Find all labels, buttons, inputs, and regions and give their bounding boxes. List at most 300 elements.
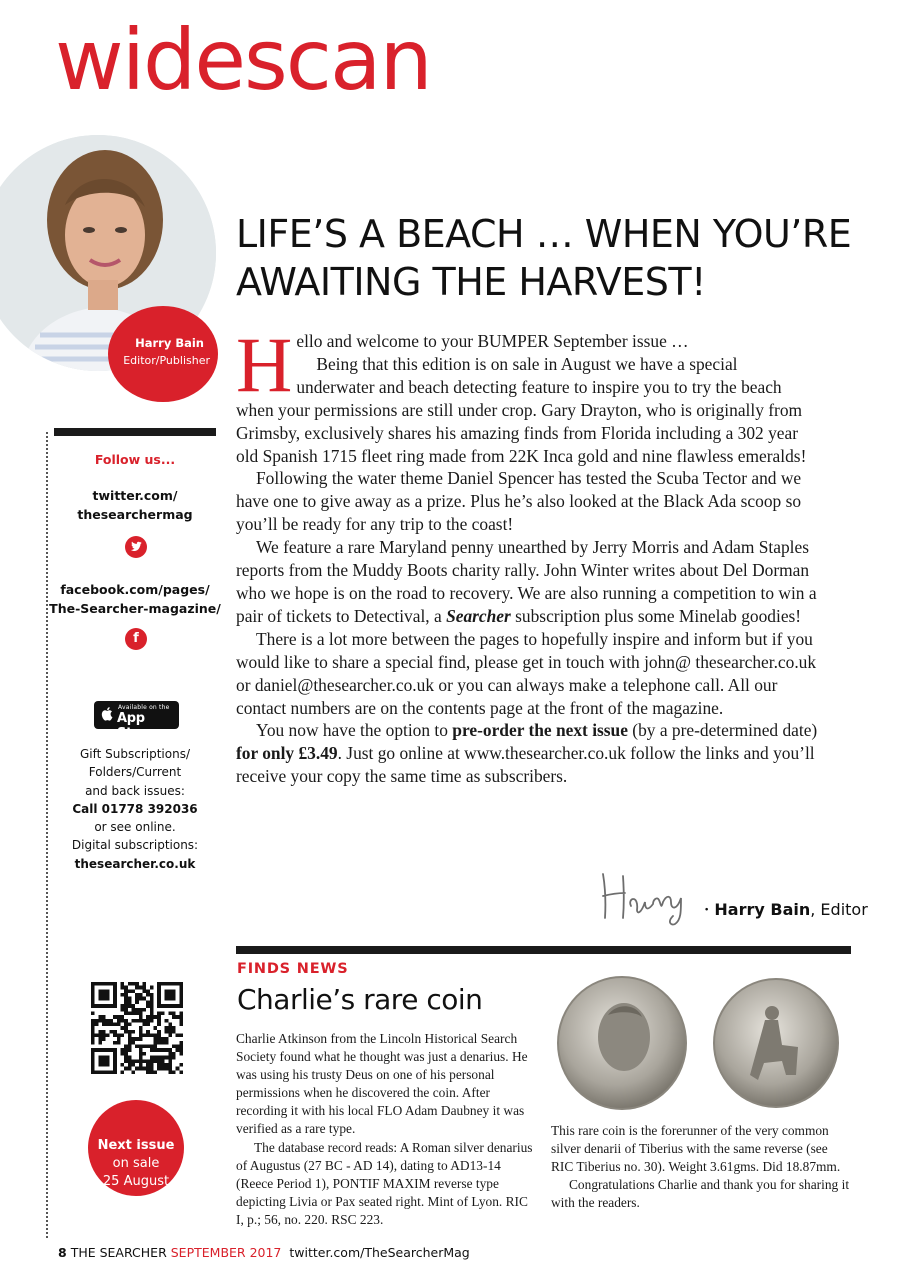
- qr-module: [143, 1067, 147, 1071]
- qr-module: [135, 1067, 139, 1071]
- qr-module: [91, 1030, 95, 1034]
- qr-module: [161, 1041, 165, 1045]
- qr-module: [179, 1048, 183, 1052]
- qr-module: [120, 1048, 124, 1052]
- qr-module: [143, 1045, 147, 1049]
- qr-module: [179, 1045, 183, 1049]
- page-footer: [58, 1245, 470, 1260]
- follow-us-label: Follow us...: [94, 452, 176, 467]
- qr-module: [179, 1034, 183, 1038]
- qr-module: [91, 1034, 95, 1038]
- qr-module: [124, 986, 128, 990]
- letter-paragraph: There is a lot more between the pages to hopefully inspire and inform but if you would like to share a special find, please get in touch with john@ thesearcher.co.uk or daniel@thesearcher.co.uk or you can always make a telephone call. All our contact numbers are on the contents page at the front of the magazine.: [236, 628, 817, 718]
- qr-module: [131, 1019, 135, 1023]
- qr-module: [131, 1041, 135, 1045]
- apple-icon: [101, 706, 113, 721]
- qr-module: [154, 1034, 158, 1038]
- qr-module: [135, 1037, 139, 1041]
- editorial-headline: [236, 210, 876, 306]
- qr-module: [120, 1004, 124, 1008]
- letter-text: subscription plus some Minelab goodies!: [510, 605, 802, 626]
- footer-issue: SEPTEMBER 2017: [170, 1245, 282, 1260]
- qr-module: [146, 989, 150, 993]
- qr-module: [124, 989, 128, 993]
- signature-line: [704, 900, 868, 919]
- qr-module: [172, 1052, 176, 1056]
- qr-module: [143, 1052, 147, 1056]
- page-number: 8: [58, 1245, 67, 1260]
- qr-module: [139, 1011, 143, 1015]
- qr-module: [139, 1059, 143, 1063]
- app-store-badge[interactable]: [94, 701, 179, 741]
- qr-module: [135, 986, 139, 990]
- qr-module: [95, 1034, 99, 1038]
- qr-module: [168, 1022, 172, 1026]
- signature-image: [597, 866, 697, 926]
- letter-text: We feature a rare Maryland penny unearthed by Jerry Morris and Adam Staples reports from the Muddy Boots charity rally. John Winter writes about Del Dorman who we hope is on the road to recovery. We are also running a competition to win a pair of tickets to Detectival, a: [236, 537, 817, 626]
- qr-module: [176, 1034, 180, 1038]
- qr-module: [124, 1059, 128, 1063]
- qr-finder: [98, 989, 109, 1000]
- headline-line-2: AWAITING THE HARVEST!: [236, 260, 706, 304]
- qr-module: [150, 993, 154, 997]
- letter-text: You now have the option to: [256, 720, 453, 741]
- qr-module: [150, 1004, 154, 1008]
- qr-module: [161, 1048, 165, 1052]
- qr-module: [113, 1030, 117, 1034]
- editor-badge: [108, 306, 218, 402]
- qr-module: [124, 1067, 128, 1071]
- qr-module: [146, 1019, 150, 1023]
- qr-module: [124, 1045, 128, 1049]
- letter-emphasis: for only £3.49: [236, 743, 338, 764]
- subs-line: Digital subscriptions:: [71, 838, 199, 853]
- qr-module: [139, 1067, 143, 1071]
- qr-module: [172, 1011, 176, 1015]
- qr-module: [157, 1059, 161, 1063]
- qr-module: [139, 1008, 143, 1012]
- qr-module: [135, 997, 139, 1001]
- finds-title: Charlie’s rare coin: [237, 983, 483, 1016]
- qr-module: [161, 1011, 165, 1015]
- qr-module: [135, 1000, 139, 1004]
- qr-module: [139, 1037, 143, 1041]
- qr-module: [168, 1056, 172, 1060]
- signature-bullet: •: [704, 905, 710, 916]
- qr-module: [135, 1011, 139, 1015]
- qr-module: [157, 1037, 161, 1041]
- qr-module: [161, 1037, 165, 1041]
- qr-module: [157, 1048, 161, 1052]
- qr-module: [128, 1037, 132, 1041]
- sidebar-dotted-rule: [46, 432, 48, 1238]
- qr-module: [146, 1004, 150, 1008]
- qr-module: [146, 1045, 150, 1049]
- qr-module: [150, 1070, 154, 1074]
- headline-line-1: LIFE’S A BEACH … WHEN YOU’RE: [236, 212, 852, 256]
- qr-module: [165, 1048, 169, 1052]
- qr-module: [124, 1056, 128, 1060]
- qr-module: [146, 1059, 150, 1063]
- qr-module: [124, 1008, 128, 1012]
- qr-module: [139, 1048, 143, 1052]
- signature-name: Harry Bain: [714, 900, 811, 919]
- qr-module: [168, 1070, 172, 1074]
- qr-module: [161, 1067, 165, 1071]
- finds-news-label: FINDS NEWS: [237, 961, 349, 977]
- qr-module: [135, 1059, 139, 1063]
- qr-module: [157, 1063, 161, 1067]
- letter-paragraph: Following the water theme Daniel Spencer has tested the Scuba Tector and we have one to give away as a prize. Plus he’s also looked at the Black Ada scoop so you’ll be ready for any trip to the coast!: [236, 468, 802, 535]
- letter-text: ello and welcome to your BUMPER September issue …: [296, 331, 689, 351]
- qr-module: [128, 989, 132, 993]
- qr-module: [157, 1034, 161, 1038]
- app-store-small-label: Available on the: [118, 704, 170, 711]
- finds-column-1: [236, 1030, 534, 1229]
- qr-module: [98, 1019, 102, 1023]
- qr-module: [157, 1056, 161, 1060]
- editor-role: Editor/Publisher: [123, 354, 210, 367]
- finds-caption: This rare coin is the forerunner of the very common silver denarii of Tiberius with the same reverse (see RIC Tiberius no. 30). Weight 3.61gms. Did 18.87mm.: [551, 1123, 841, 1175]
- qr-module: [165, 1041, 169, 1045]
- qr-module: [146, 1063, 150, 1067]
- qr-module: [139, 1030, 143, 1034]
- qr-module: [117, 1037, 121, 1041]
- qr-module: [179, 1015, 183, 1019]
- qr-module: [176, 1045, 180, 1049]
- qr-module: [143, 1034, 147, 1038]
- qr-module: [113, 1034, 117, 1038]
- qr-module: [128, 1048, 132, 1052]
- qr-module: [161, 1056, 165, 1060]
- qr-module: [143, 982, 147, 986]
- qr-module: [120, 993, 124, 997]
- twitter-icon[interactable]: [125, 536, 147, 558]
- qr-module: [120, 986, 124, 990]
- twitter-link-line: thesearchermag: [77, 507, 193, 522]
- qr-module: [165, 1030, 169, 1034]
- qr-module: [139, 1056, 143, 1060]
- qr-module: [172, 1070, 176, 1074]
- qr-module: [150, 997, 154, 1001]
- facebook-icon[interactable]: f: [125, 628, 147, 650]
- qr-finder: [98, 1056, 109, 1067]
- qr-module: [98, 1034, 102, 1038]
- qr-module: [146, 1030, 150, 1034]
- qr-module: [113, 1015, 117, 1019]
- qr-module: [161, 1059, 165, 1063]
- qr-module: [143, 1008, 147, 1012]
- qr-module: [124, 1000, 128, 1004]
- qr-finder: [165, 989, 176, 1000]
- qr-module: [124, 1052, 128, 1056]
- qr-module: [128, 982, 132, 986]
- qr-module: [120, 1026, 124, 1030]
- qr-module: [95, 1019, 99, 1023]
- qr-module: [102, 1037, 106, 1041]
- qr-module: [154, 1026, 158, 1030]
- qr-module: [150, 1067, 154, 1071]
- qr-module: [120, 982, 124, 986]
- qr-module: [150, 1048, 154, 1052]
- qr-module: [131, 1008, 135, 1012]
- subscriptions-info: [54, 745, 216, 873]
- qr-module: [154, 1056, 158, 1060]
- qr-module: [124, 1004, 128, 1008]
- qr-module: [124, 1048, 128, 1052]
- qr-code[interactable]: [91, 982, 183, 1074]
- qr-module: [179, 1019, 183, 1023]
- qr-module: [120, 1034, 124, 1038]
- qr-module: [139, 1026, 143, 1030]
- qr-module: [131, 1004, 135, 1008]
- qr-module: [120, 1015, 124, 1019]
- qr-module: [179, 1063, 183, 1067]
- qr-module: [150, 986, 154, 990]
- qr-module: [146, 1070, 150, 1074]
- signature-title: , Editor: [810, 900, 868, 919]
- letter-text: . Just go online at www.thesearcher.co.uk follow the links and you’ll receive your copy the same time as subscribers.: [236, 743, 815, 787]
- magazine-name: Searcher: [446, 605, 511, 626]
- qr-module: [150, 1015, 154, 1019]
- qr-module: [131, 1030, 135, 1034]
- qr-module: [109, 1030, 113, 1034]
- qr-module: [168, 1030, 172, 1034]
- finds-paragraph: The database record reads: A Roman silver denarius of Augustus (27 BC - AD 14), dating to AD13-14 (Reece Period 1), PONTIF MAXIM reverse type depicting Livia or Pax seated right. Mint of Lyon. RIC I, p.; 56, no. 220. RSC 223.: [236, 1139, 533, 1227]
- qr-module: [131, 1070, 135, 1074]
- qr-module: [161, 1063, 165, 1067]
- qr-module: [91, 1026, 95, 1030]
- qr-module: [120, 1008, 124, 1012]
- qr-module: [135, 982, 139, 986]
- qr-module: [165, 1026, 169, 1030]
- qr-module: [154, 1048, 158, 1052]
- qr-module: [150, 1000, 154, 1004]
- editor-name: Harry Bain: [135, 336, 204, 350]
- qr-module: [143, 1059, 147, 1063]
- qr-module: [102, 1019, 106, 1023]
- qr-module: [154, 1041, 158, 1045]
- qr-module: [124, 1019, 128, 1023]
- qr-module: [139, 1034, 143, 1038]
- letter-paragraph: [236, 536, 820, 628]
- qr-module: [165, 1019, 169, 1023]
- qr-module: [139, 1045, 143, 1049]
- editorial-body: [236, 321, 820, 788]
- subs-line: Gift Subscriptions/: [79, 747, 191, 761]
- qr-module: [176, 1048, 180, 1052]
- coin-photo: [550, 975, 850, 1115]
- qr-module: [128, 1059, 132, 1063]
- qr-module: [124, 1011, 128, 1015]
- qr-module: [113, 1041, 117, 1045]
- qr-module: [150, 1019, 154, 1023]
- drop-cap: H: [236, 321, 293, 408]
- qr-module: [146, 1034, 150, 1038]
- qr-module: [157, 1067, 161, 1071]
- qr-module: [139, 1019, 143, 1023]
- twitter-link-line: twitter.com/: [92, 488, 178, 503]
- qr-module: [124, 997, 128, 1001]
- letter-paragraph: Being that this edition is on sale in August we have a special underwater and beach detecting feature to inspire you to try the beach when your permissions are still under crop. Gary Drayton, who is originally from Grimsby, exclusively shares his amazing finds from Florida including a 302 year old Spanish 1715 fleet ring made from 22K Inca gold and nine flawless emeralds!: [236, 353, 807, 466]
- qr-module: [146, 1067, 150, 1071]
- qr-module: [157, 1015, 161, 1019]
- qr-module: [143, 1022, 147, 1026]
- qr-module: [91, 1041, 95, 1045]
- qr-module: [128, 1041, 132, 1045]
- qr-module: [179, 1041, 183, 1045]
- coin-image: [550, 975, 850, 1115]
- qr-module: [150, 1011, 154, 1015]
- qr-module: [91, 1037, 95, 1041]
- qr-module: [168, 1067, 172, 1071]
- qr-module: [91, 1011, 95, 1015]
- qr-module: [128, 997, 132, 1001]
- qr-module: [150, 1063, 154, 1067]
- subs-phone: Call 01778 392036: [72, 801, 198, 816]
- qr-module: [139, 997, 143, 1001]
- qr-module: [131, 1063, 135, 1067]
- qr-module: [179, 1070, 183, 1074]
- letter-paragraph: [236, 321, 820, 408]
- qr-module: [143, 997, 147, 1001]
- qr-module: [172, 1056, 176, 1060]
- letter-paragraph: [236, 719, 820, 788]
- qr-module: [128, 1045, 132, 1049]
- subs-website[interactable]: thesearcher.co.uk: [74, 856, 196, 871]
- finds-column-2: [551, 1122, 851, 1212]
- qr-module: [128, 1004, 132, 1008]
- qr-module: [154, 1059, 158, 1063]
- twitter-link[interactable]: [45, 486, 225, 524]
- qr-module: [146, 1022, 150, 1026]
- qr-module: [102, 1034, 106, 1038]
- qr-module: [165, 1037, 169, 1041]
- qr-module: [143, 989, 147, 993]
- qr-module: [154, 1070, 158, 1074]
- qr-module: [98, 1041, 102, 1045]
- qr-module: [102, 1022, 106, 1026]
- qr-module: [131, 982, 135, 986]
- qr-module: [135, 1019, 139, 1023]
- finds-top-rule: [236, 946, 851, 954]
- qr-module: [176, 1015, 180, 1019]
- qr-module: [106, 1034, 110, 1038]
- qr-module: [131, 989, 135, 993]
- qr-module: [95, 1022, 99, 1026]
- qr-module: [120, 1052, 124, 1056]
- qr-module: [157, 1041, 161, 1045]
- qr-module: [106, 1022, 110, 1026]
- qr-module: [128, 1067, 132, 1071]
- qr-module: [109, 1022, 113, 1026]
- qr-module: [139, 1015, 143, 1019]
- qr-module: [172, 1045, 176, 1049]
- qr-module: [168, 1052, 172, 1056]
- qr-code-image: [91, 982, 183, 1074]
- qr-module: [124, 1030, 128, 1034]
- qr-module: [117, 1019, 121, 1023]
- qr-module: [102, 1030, 106, 1034]
- sidebar-top-rule: [54, 428, 216, 436]
- qr-module: [150, 1034, 154, 1038]
- facebook-link-line: facebook.com/pages/: [60, 582, 210, 597]
- facebook-link[interactable]: [45, 580, 225, 618]
- qr-module: [165, 1063, 169, 1067]
- qr-module: [154, 1037, 158, 1041]
- signature: [597, 866, 697, 926]
- footer-twitter[interactable]: twitter.com/TheSearcherMag: [289, 1245, 470, 1260]
- qr-module: [128, 1000, 132, 1004]
- next-issue-badge: [88, 1100, 184, 1196]
- qr-module: [176, 1067, 180, 1071]
- facebook-link-line: The-Searcher-magazine/: [49, 601, 221, 616]
- qr-module: [146, 993, 150, 997]
- qr-module: [179, 1022, 183, 1026]
- qr-module: [146, 1000, 150, 1004]
- qr-module: [113, 1022, 117, 1026]
- qr-module: [157, 1019, 161, 1023]
- qr-module: [117, 1022, 121, 1026]
- qr-module: [165, 1056, 169, 1060]
- qr-module: [154, 1045, 158, 1049]
- qr-module: [128, 1034, 132, 1038]
- qr-module: [165, 1067, 169, 1071]
- qr-module: [135, 1008, 139, 1012]
- qr-module: [128, 1011, 132, 1015]
- qr-module: [117, 1034, 121, 1038]
- qr-module: [157, 1022, 161, 1026]
- app-store-label: App Store: [117, 711, 156, 741]
- qr-module: [128, 1056, 132, 1060]
- qr-module: [98, 1030, 102, 1034]
- qr-module: [135, 1045, 139, 1049]
- qr-module: [124, 1026, 128, 1030]
- qr-module: [168, 1011, 172, 1015]
- letter-text: (by a pre-determined date): [627, 720, 818, 741]
- masthead: widescan: [55, 11, 431, 109]
- qr-module: [157, 1030, 161, 1034]
- qr-module: [150, 1008, 154, 1012]
- qr-module: [98, 1015, 102, 1019]
- qr-module: [124, 993, 128, 997]
- qr-module: [172, 1015, 176, 1019]
- qr-module: [143, 1019, 147, 1023]
- twitter-bird-glyph: [125, 536, 147, 558]
- qr-module: [135, 993, 139, 997]
- qr-module: [109, 1019, 113, 1023]
- qr-module: [139, 1063, 143, 1067]
- qr-module: [172, 1030, 176, 1034]
- qr-module: [128, 1022, 132, 1026]
- qr-module: [120, 1019, 124, 1023]
- qr-module: [131, 1011, 135, 1015]
- qr-module: [154, 1015, 158, 1019]
- letter-emphasis: pre-order the next issue: [452, 720, 628, 741]
- qr-module: [172, 1026, 176, 1030]
- qr-module: [131, 1059, 135, 1063]
- next-issue-date: 25 August: [102, 1174, 170, 1189]
- qr-module: [139, 993, 143, 997]
- qr-module: [168, 1026, 172, 1030]
- qr-module: [128, 1030, 132, 1034]
- qr-module: [139, 1052, 143, 1056]
- finds-paragraph: Congratulations Charlie and thank you for sharing it with the readers.: [551, 1177, 850, 1211]
- qr-module: [150, 1059, 154, 1063]
- qr-module: [106, 1019, 110, 1023]
- qr-module: [143, 986, 147, 990]
- qr-module: [120, 1063, 124, 1067]
